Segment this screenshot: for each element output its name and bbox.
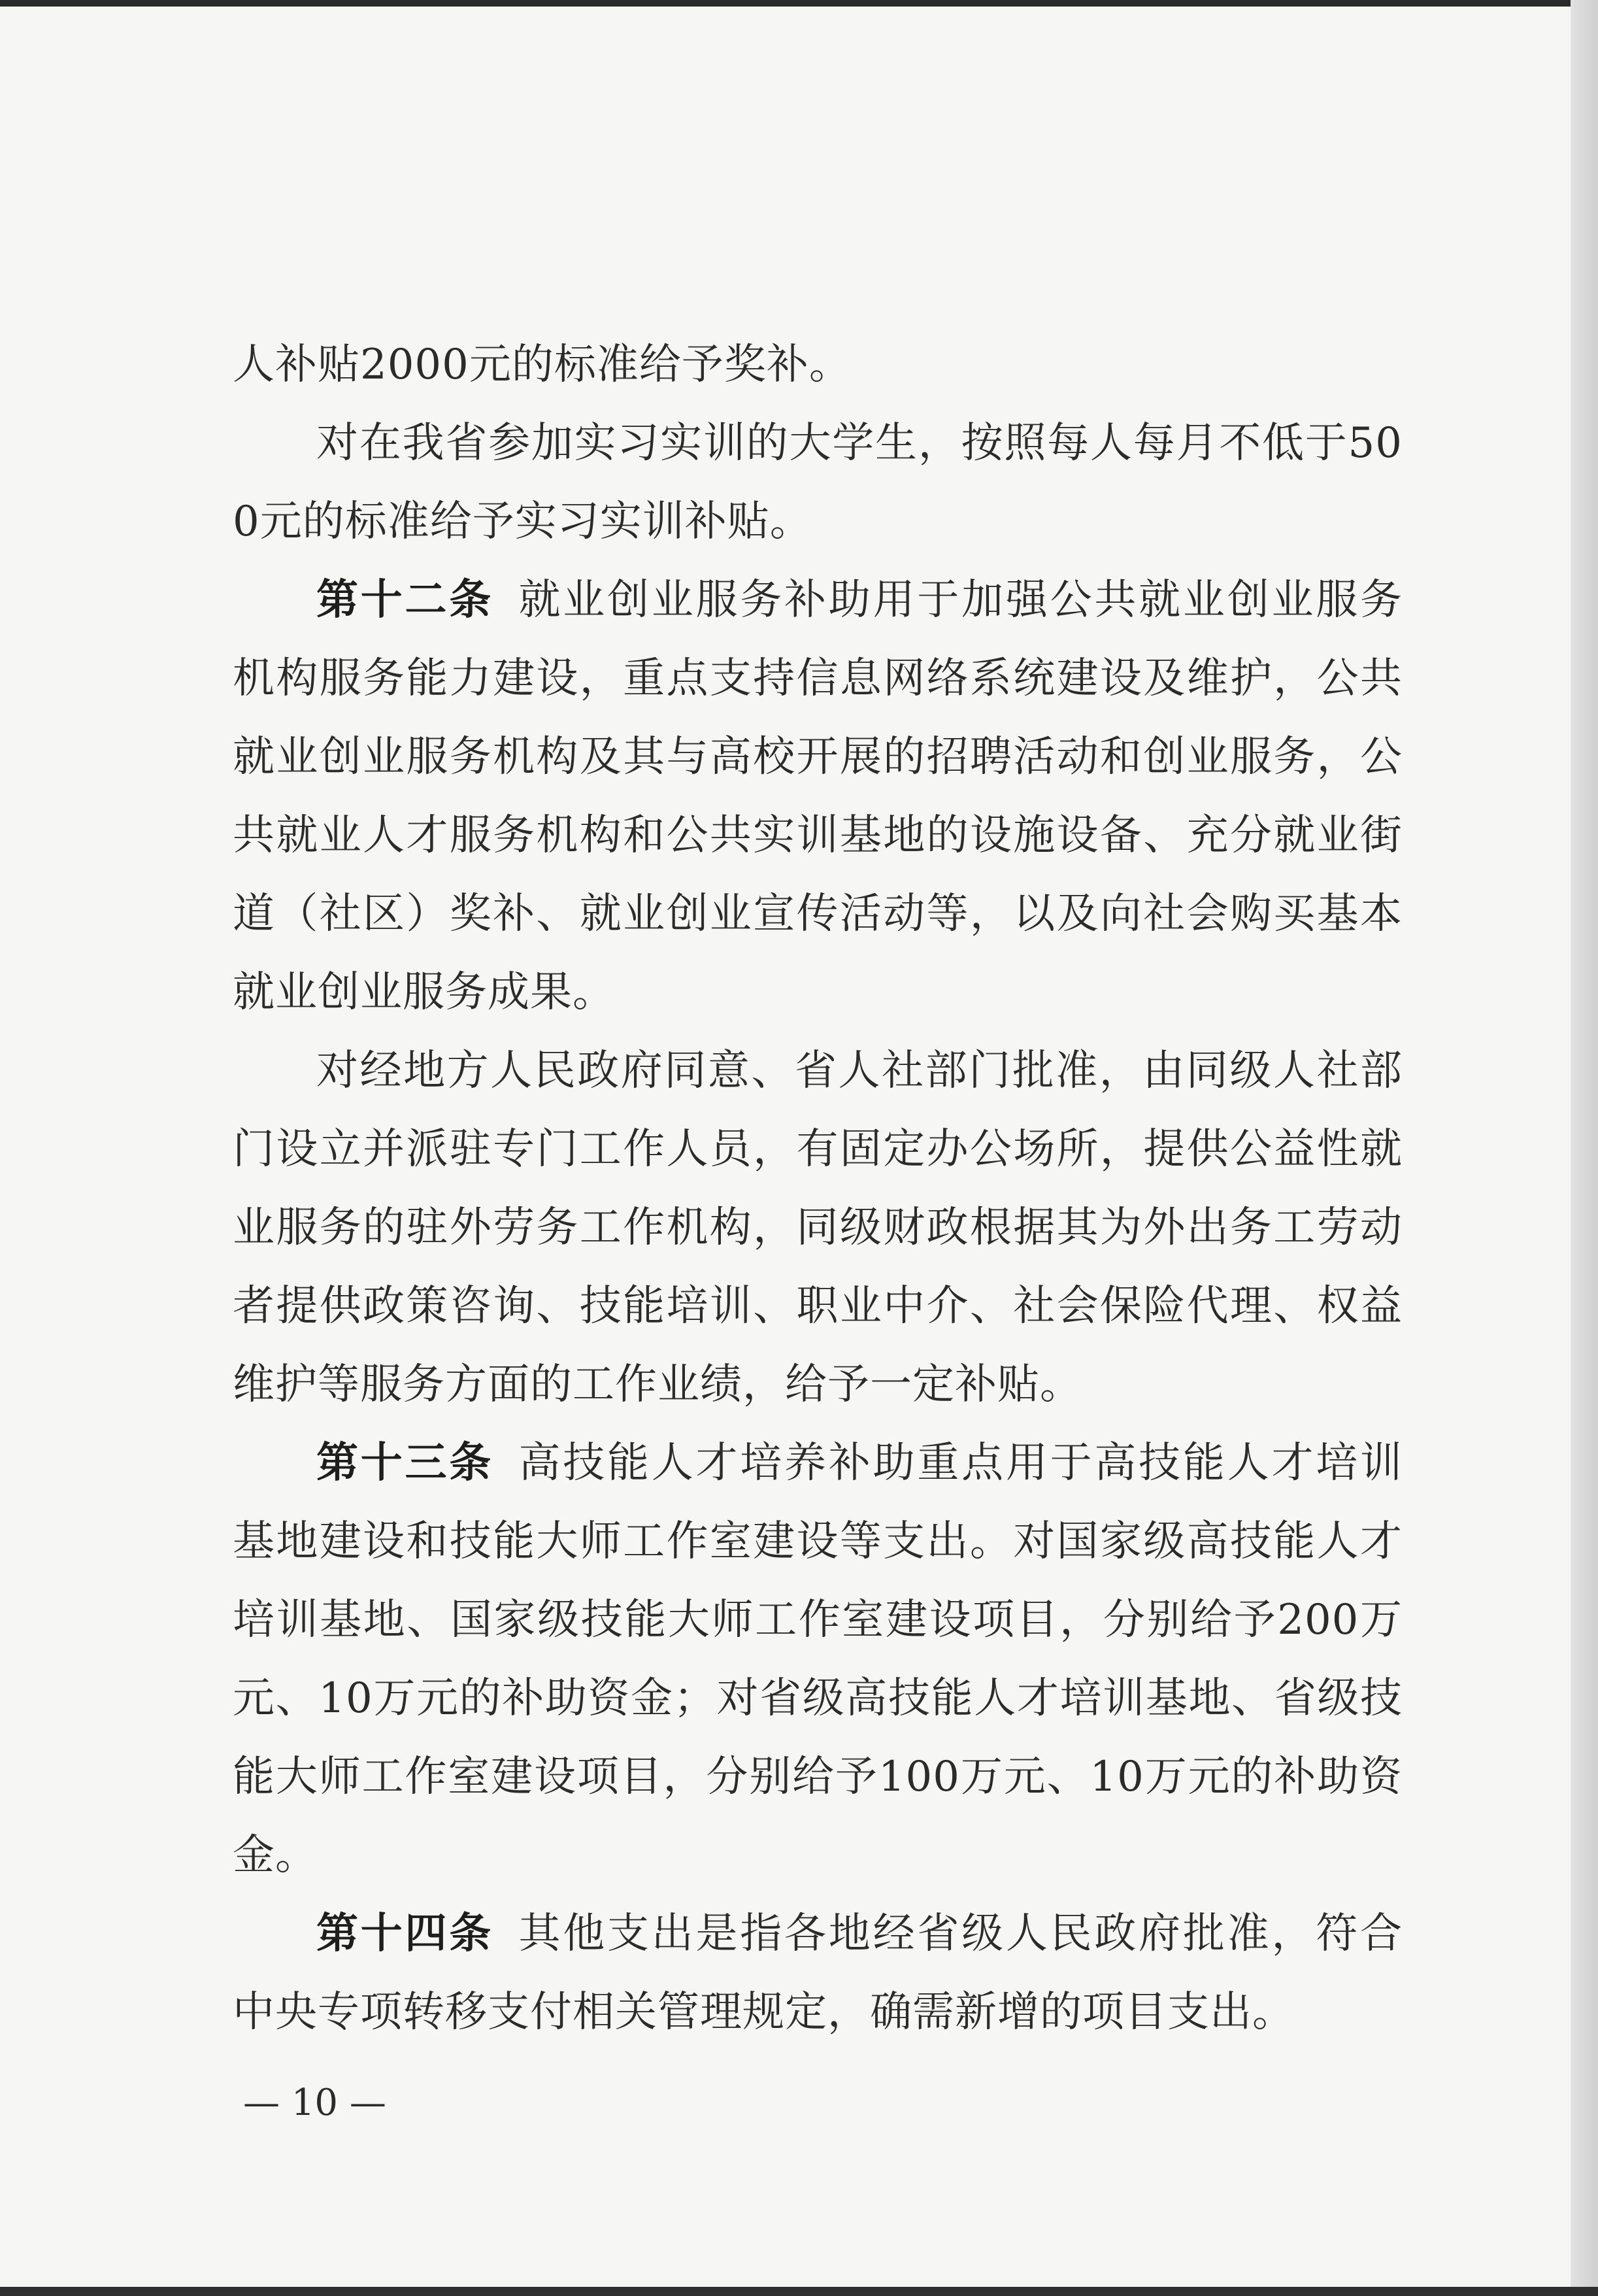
article-14: [233, 1895, 1403, 2051]
article-heading: 第十二条: [316, 576, 494, 624]
scan-bottom-edge: [0, 2287, 1598, 2296]
page-number: — 10 —: [243, 2082, 386, 2124]
article-13: [233, 1424, 1403, 1895]
paragraph-1: [233, 326, 1403, 404]
scan-right-edge: [1571, 0, 1598, 2296]
article-12: [233, 561, 1403, 1032]
paragraph-text: 对经地方人民政府同意、省人社部门批准，由同级人社部门设立并派驻专门工作人员，有固定办公场所，提供公益性就业服务的驻外劳务工作机构，同级财政根据其为外出务工劳动者提供政策咨询、技能培训、职业中介、社会保险代理、权益维护等服务方面的工作业绩，给予一定补贴。: [233, 1047, 1403, 1409]
paragraph-text: 就业创业服务补助用于加强公共就业创业服务机构服务能力建设，重点支持信息网络系统建设及维护，公共就业创业服务机构及其与高校开展的招聘活动和创业服务，公共就业人才服务机构和公共实训基地的设施设备、充分就业街道（社区）奖补、就业创业宣传活动等，以及向社会购买基本就业创业服务成果。: [233, 576, 1403, 1017]
paragraph-text: 对在我省参加实习实训的大学生，按照每人每月不低于500元的标准给予实习实训补贴。: [233, 419, 1403, 546]
body-text: [233, 326, 1403, 2051]
paragraph-text: 人补贴2000元的标准给予奖补。: [233, 341, 852, 389]
paragraph-4: [233, 1032, 1403, 1424]
article-heading: 第十三条: [316, 1439, 494, 1487]
paragraph-text: 其他支出是指各地经省级人民政府批准，符合中央专项转移支付相关管理规定，确需新增的项目支出。: [233, 1910, 1403, 2036]
article-heading: 第十四条: [316, 1910, 494, 1958]
paragraph-2: [233, 404, 1403, 561]
scan-top-edge: [0, 0, 1598, 7]
paragraph-text: 高技能人才培养补助重点用于高技能人才培训基地建设和技能大师工作室建设等支出。对国家级高技能人才培训基地、国家级技能大师工作室建设项目，分别给予200万元、10万元的补助资金；对省级高技能人才培训基地、省级技能大师工作室建设项目，分别给予100万元、10万元的补助资金。: [233, 1439, 1403, 1880]
